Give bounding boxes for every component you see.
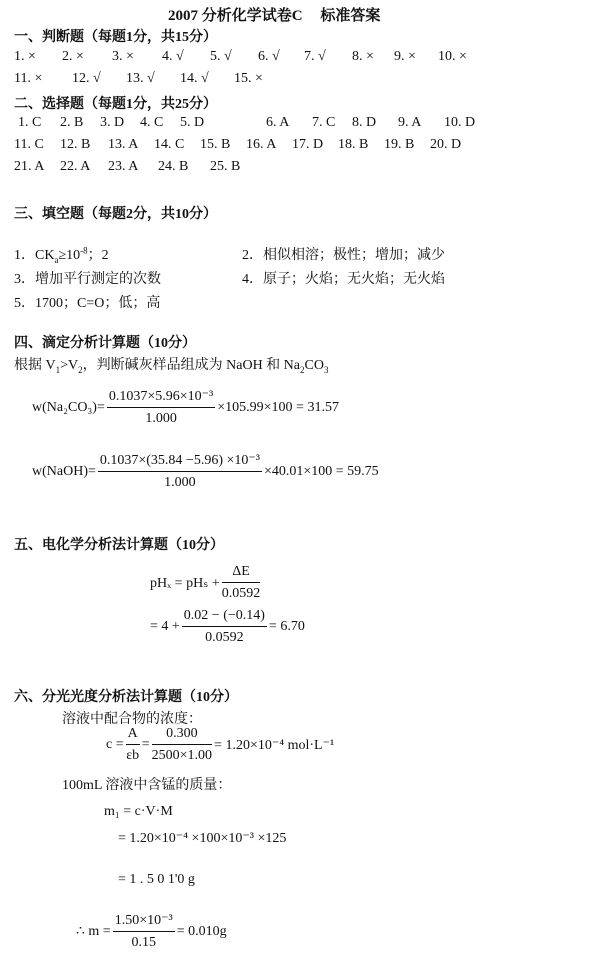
fraction-numerator: 0.1037×(35.84 −5.96) ×10⁻³ bbox=[98, 452, 262, 472]
formula-mass-1: m₁ = c·V·M bbox=[104, 804, 173, 819]
formula-fraction bbox=[113, 912, 175, 951]
title-letter: C bbox=[291, 8, 303, 24]
section-2-heading: 二、选择题（每题1分，共25分） bbox=[14, 97, 217, 112]
s4-intro-text: 根据 V bbox=[14, 358, 56, 373]
fill-answer-1-prefix: 1．CK bbox=[14, 248, 55, 263]
mc-answer: 8. D bbox=[352, 115, 377, 130]
fraction-denominator: 2500×1.00 bbox=[151, 748, 213, 763]
formula-mass-2: = 1.20×10⁻⁴ ×100×10⁻³ ×125 bbox=[118, 831, 287, 846]
fill-answer-1-rest: ≥10 bbox=[58, 248, 81, 263]
tf-answer: 2. × bbox=[62, 49, 84, 64]
mc-answer: 3. D bbox=[100, 115, 125, 130]
section-6-heading: 六、分光光度分析法计算题（10分） bbox=[14, 690, 238, 705]
fraction-denominator: 0.15 bbox=[131, 935, 156, 950]
fraction-numerator: 0.02 − (−0.14) bbox=[182, 608, 267, 627]
section-4-heading: 四、滴定分析计算题（10分） bbox=[14, 336, 196, 351]
fill-answer-5: 5．1700；C=O；低；高 bbox=[14, 296, 161, 311]
mc-answer: 1. C bbox=[18, 115, 42, 130]
tf-answer: 12. √ bbox=[72, 71, 101, 86]
fraction-denominator: 1.000 bbox=[145, 411, 177, 426]
mc-answer: 18. B bbox=[338, 137, 369, 152]
formula-equals: = bbox=[141, 737, 150, 752]
mc-answer: 23. A bbox=[108, 159, 139, 174]
s6-label-concentration: 溶液中配合物的浓度： bbox=[62, 712, 202, 727]
tf-answer: 11. × bbox=[14, 71, 43, 86]
fill-answer-1 bbox=[14, 244, 109, 265]
fill-answer-3: 3．增加平行测定的次数 bbox=[14, 272, 161, 287]
mc-answer: 16. A bbox=[246, 137, 277, 152]
mc-answer: 11. C bbox=[14, 137, 44, 152]
mc-answer: 5. D bbox=[180, 115, 205, 130]
s4-intro-text: >V bbox=[60, 358, 79, 373]
mc-answer: 9. A bbox=[398, 115, 422, 130]
fraction-numerator: 1.50×10⁻³ bbox=[113, 912, 175, 932]
formula-lhs: c = bbox=[106, 737, 124, 752]
mc-answer: 21. A bbox=[14, 159, 45, 174]
tf-answer: 15. × bbox=[234, 71, 263, 86]
s6-label-mass: 100mL 溶液中含锰的质量： bbox=[62, 778, 232, 793]
s4-intro-text: ，判断碱灰样品组成为 NaOH 和 Na bbox=[82, 358, 301, 373]
mc-answer: 19. B bbox=[384, 137, 415, 152]
mc-answer: 12. B bbox=[60, 137, 91, 152]
mc-answer: 14. C bbox=[154, 137, 185, 152]
section-1-heading: 一、判断题（每题1分，共15分） bbox=[14, 30, 217, 45]
mc-answer: 10. D bbox=[444, 115, 476, 130]
formula-mass-3: = 1 . 5 0 1'0 g bbox=[118, 872, 195, 887]
tf-answer: 7. √ bbox=[304, 49, 326, 64]
formula-concentration bbox=[106, 726, 336, 764]
tf-answer: 13. √ bbox=[126, 71, 155, 86]
fraction-denominator: εb bbox=[126, 748, 140, 763]
formula-fraction bbox=[126, 726, 140, 764]
mc-answer: 20. D bbox=[430, 137, 462, 152]
formula-lhs: pHₓ = pHₛ + bbox=[150, 575, 220, 591]
fraction-numerator: ΔE bbox=[222, 564, 261, 583]
fraction-numerator: A bbox=[126, 726, 140, 745]
mc-answer: 22. A bbox=[60, 159, 91, 174]
s4-intro-sub: 2 bbox=[78, 364, 83, 375]
formula-fraction bbox=[107, 388, 215, 427]
s4-intro bbox=[14, 354, 328, 375]
title-main: 分析化学试卷 bbox=[201, 8, 292, 24]
tf-answer: 3. × bbox=[112, 49, 134, 64]
formula-fraction bbox=[222, 564, 261, 602]
fill-answer-1-sub: a bbox=[54, 254, 59, 265]
tf-answer: 14. √ bbox=[180, 71, 209, 86]
s4-intro-text: CO bbox=[304, 358, 324, 373]
mc-answer: 2. B bbox=[60, 115, 84, 130]
tf-answer: 5. √ bbox=[210, 49, 232, 64]
mc-answer: 15. B bbox=[200, 137, 231, 152]
formula-rhs: = 0.010g bbox=[176, 923, 227, 939]
formula-rhs: = 6.70 bbox=[268, 619, 305, 634]
title-year: 2007 bbox=[168, 8, 198, 24]
formula-fraction bbox=[152, 726, 212, 764]
formula-ph-2 bbox=[150, 608, 307, 646]
formula-mass-final bbox=[76, 912, 229, 951]
fill-answer-2: 2．相似相溶；极性；增加；减少 bbox=[242, 248, 445, 263]
formula-lhs: = 4 + bbox=[150, 619, 180, 634]
mc-answer: 25. B bbox=[210, 159, 241, 174]
mc-answer: 6. A bbox=[266, 115, 290, 130]
formula-lhs: w(NaOH)= bbox=[32, 463, 96, 479]
tf-answer: 9. × bbox=[394, 49, 416, 64]
tf-answer: 10. × bbox=[438, 49, 467, 64]
mc-answer: 17. D bbox=[292, 137, 324, 152]
mc-answer: 7. C bbox=[312, 115, 336, 130]
s4-intro-sub: 3 bbox=[323, 364, 329, 375]
fraction-numerator: 0.300 bbox=[152, 726, 212, 745]
fraction-denominator: 0.0592 bbox=[221, 586, 261, 601]
mc-answer: 24. B bbox=[158, 159, 189, 174]
formula-fraction bbox=[182, 608, 267, 646]
title-subtitle: 标准答案 bbox=[320, 8, 381, 24]
tf-answer: 6. √ bbox=[258, 49, 280, 64]
section-3-heading: 三、填空题（每题2分，共10分） bbox=[14, 207, 217, 222]
formula-fraction bbox=[98, 452, 262, 491]
fill-answer-1-end: ；2 bbox=[87, 248, 109, 263]
formula-ph-1 bbox=[150, 564, 262, 602]
mc-answer: 13. A bbox=[108, 137, 139, 152]
fill-answer-4: 4．原子；火焰；无火焰；无火焰 bbox=[242, 272, 445, 287]
s4-intro-sub: 1 bbox=[55, 364, 61, 375]
formula-naoh bbox=[32, 452, 381, 491]
formula-lhs: ∴ m = bbox=[76, 924, 111, 939]
fraction-numerator: 0.1037×5.96×10⁻³ bbox=[107, 388, 215, 408]
formula-rhs: = 1.20×10⁻⁴ mol·L⁻¹ bbox=[214, 737, 335, 753]
formula-rhs: ×40.01×100 = 59.75 bbox=[263, 463, 379, 479]
page-title bbox=[168, 4, 380, 25]
fill-answer-1-sup: -8 bbox=[80, 245, 88, 256]
tf-answer: 1. × bbox=[14, 49, 36, 64]
formula-rhs: ×105.99×100 = 31.57 bbox=[217, 399, 339, 415]
fraction-denominator: 1.000 bbox=[164, 475, 196, 490]
tf-answer: 8. × bbox=[352, 49, 374, 64]
s4-intro-sub: 2 bbox=[300, 364, 305, 375]
section-5-heading: 五、电化学分析法计算题（10分） bbox=[14, 538, 224, 553]
formula-na2co3 bbox=[32, 388, 341, 427]
fraction-denominator: 0.0592 bbox=[205, 630, 244, 645]
formula-lhs: w(Na₂CO₃)= bbox=[32, 399, 105, 415]
mc-answer: 4. C bbox=[140, 115, 164, 130]
tf-answer: 4. √ bbox=[162, 49, 184, 64]
